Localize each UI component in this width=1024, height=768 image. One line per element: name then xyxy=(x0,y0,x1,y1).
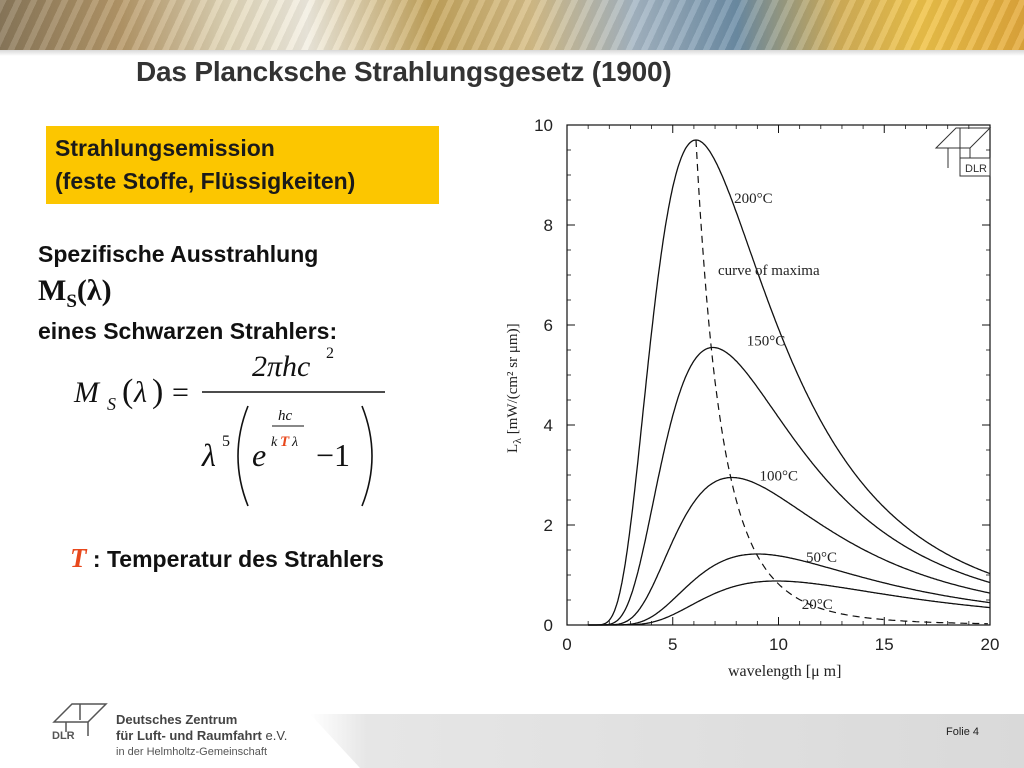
dlr-line-2-suffix: e.V. xyxy=(261,728,288,743)
series-label: 50°C xyxy=(805,550,838,566)
chart-corner-logo xyxy=(936,128,990,176)
dlr-logo-text: DLR xyxy=(52,730,75,740)
temperature-text: : Temperatur des Strahlers xyxy=(86,546,384,572)
chart-x-axis-label: wavelength [μ m] xyxy=(728,663,842,680)
x-tick-label: 10 xyxy=(769,635,788,654)
slide-title: Das Plancksche Strahlungsgesetz (1900) xyxy=(136,56,672,87)
text-spezifische-ausstrahlung: Spezifische Ausstrahlung xyxy=(38,241,319,267)
dlr-line-2 xyxy=(116,728,287,744)
series-label: 20°C xyxy=(801,597,833,613)
symbol-arg: (λ) xyxy=(76,274,112,307)
formula-numerator-exp: 2 xyxy=(326,345,334,362)
dlr-organization-text xyxy=(116,712,287,760)
x-tick-label: 0 xyxy=(562,635,572,654)
planck-formula xyxy=(60,338,400,518)
chart-series-labels xyxy=(734,191,837,613)
chart-y-axis-label-l: L xyxy=(505,443,521,453)
formula-equals: = xyxy=(172,376,189,409)
dlr-line-2-bold: für Luft- und Raumfahrt xyxy=(116,728,262,743)
chart-y-axis-label xyxy=(505,323,524,453)
y-tick-label: 6 xyxy=(543,316,553,335)
formula-big-paren-close xyxy=(362,406,372,506)
x-tick-label: 5 xyxy=(668,635,678,654)
x-tick-label: 20 xyxy=(980,635,1000,654)
y-tick-label: 10 xyxy=(534,116,553,135)
symbol-m: M xyxy=(38,274,67,307)
series-curve xyxy=(588,348,990,626)
highlight-box xyxy=(46,126,439,204)
page-number: Folie 4 xyxy=(946,726,980,738)
chart-frame xyxy=(567,125,990,625)
highlight-line-2: (feste Stoffe, Flüssigkeiten) xyxy=(55,168,356,194)
formula-numerator: 2πhc xyxy=(252,350,311,383)
chart-y-axis-label-sub: λ xyxy=(510,438,524,444)
x-tick-label: 15 xyxy=(874,635,894,654)
formula-exp-num: hc xyxy=(278,408,293,424)
formula-paren-open: ( xyxy=(122,373,134,410)
y-tick-label: 0 xyxy=(543,616,553,635)
formula-exp-t: T xyxy=(280,434,290,450)
symbol-ms-lambda xyxy=(38,274,112,313)
series-curve xyxy=(588,140,990,625)
planck-chart xyxy=(490,108,1024,708)
formula-exp-k: k xyxy=(271,435,278,450)
chart-corner-logo-text: DLR xyxy=(965,163,988,175)
formula-lambda-exp: 5 xyxy=(222,433,230,450)
text-schwarzer-strahler: eines Schwarzen Strahlers: xyxy=(38,318,338,344)
formula-lambda: λ xyxy=(202,437,216,473)
chart-y-axis-label-unit: [mW/(cm² sr μm)] xyxy=(505,323,521,438)
formula-lambda-lhs: λ xyxy=(134,376,147,409)
temperature-variable: T xyxy=(70,543,87,573)
temperature-legend xyxy=(70,543,384,574)
y-tick-label: 8 xyxy=(543,216,553,235)
series-label: 150°C xyxy=(746,333,786,350)
series-label: 100°C xyxy=(759,468,798,485)
symbol-sub: S xyxy=(66,291,77,312)
series-curve xyxy=(588,554,990,625)
series-label: 200°C xyxy=(734,191,773,207)
curve-of-maxima xyxy=(696,140,988,624)
formula-sub-s: S xyxy=(107,394,116,414)
dlr-line-3: in der Helmholtz-Gemeinschaft xyxy=(116,746,268,758)
dlr-line-1: Deutsches Zentrum xyxy=(116,712,238,727)
formula-m: M xyxy=(74,376,99,409)
formula-paren-close: ) xyxy=(152,373,164,410)
formula-e: e xyxy=(252,437,267,473)
formula-minus-one: −1 xyxy=(316,437,351,473)
dlr-logo-icon xyxy=(50,696,110,740)
series-curve xyxy=(588,478,990,626)
chart-annotation-curve-of-maxima: curve of maxima xyxy=(718,263,820,279)
formula-big-paren-open xyxy=(238,406,248,506)
highlight-line-1: Strahlungsemission xyxy=(55,135,275,161)
footer-band xyxy=(310,714,1024,768)
y-tick-label: 2 xyxy=(543,516,553,535)
y-tick-label: 4 xyxy=(543,416,553,435)
formula-exp-lambda: λ xyxy=(292,435,299,450)
header-banner-image xyxy=(0,0,1024,50)
chart-curves xyxy=(588,140,990,625)
